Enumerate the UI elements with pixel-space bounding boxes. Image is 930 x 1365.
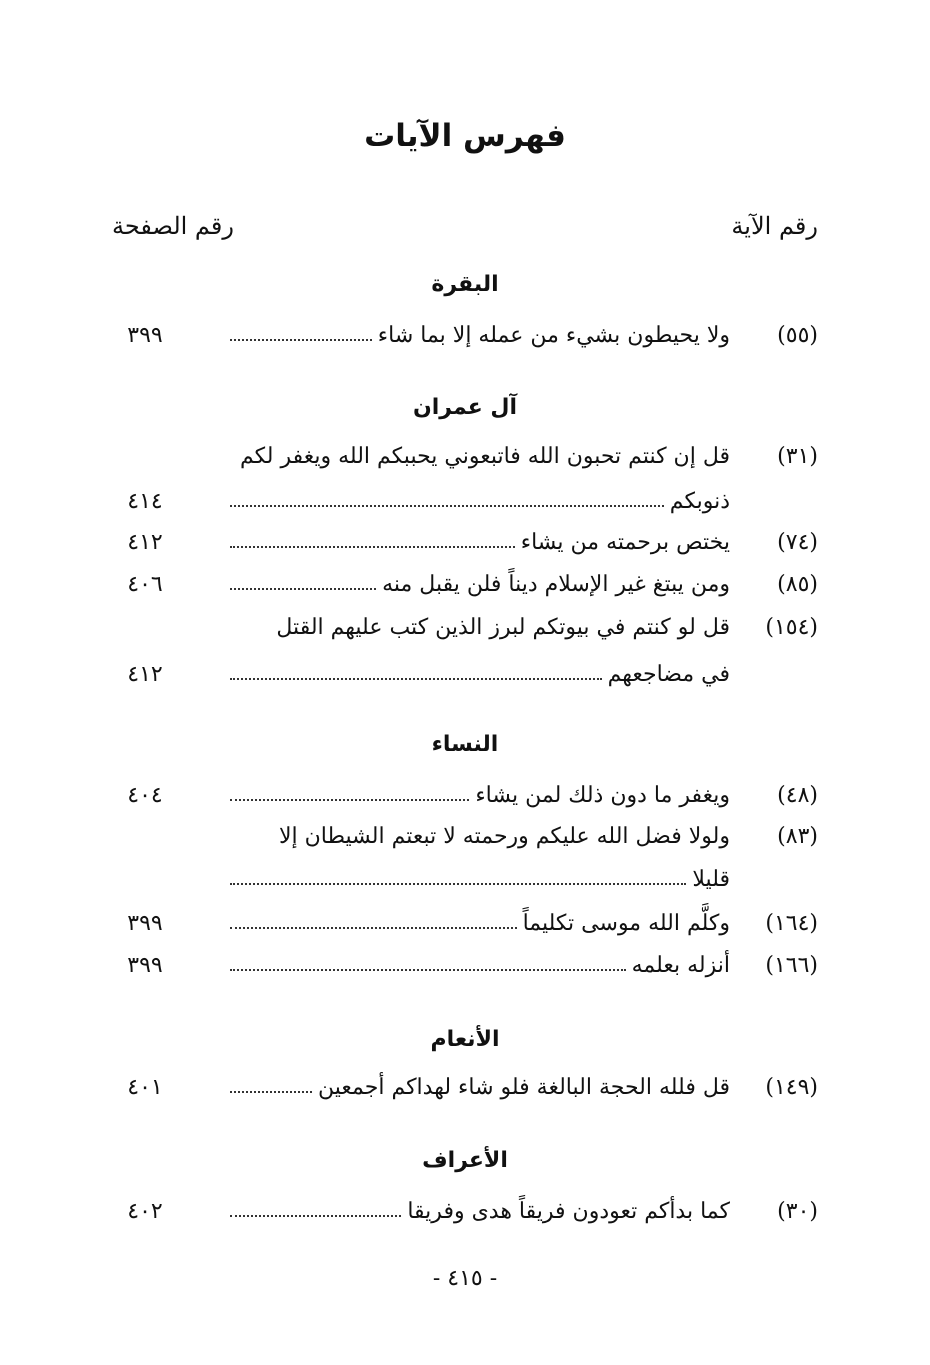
page-number: ٤٠٦ <box>127 572 163 597</box>
verse-number: (١٤٩) <box>765 1075 818 1100</box>
verse-number: (٣١) <box>777 444 818 469</box>
verse-text: وكلَّم الله موسى تكليماً <box>230 911 730 936</box>
verse-text: يختص برحمته من يشاء <box>230 530 730 555</box>
index-entry <box>0 572 930 612</box>
dot-leader <box>230 546 515 548</box>
surah-heading: البقرة <box>431 272 499 297</box>
dot-leader <box>230 969 626 971</box>
dot-leader <box>230 883 686 885</box>
dot-leader <box>230 927 517 929</box>
verse-text: ولا يحيطون بشيء من عمله إلا بما شاء <box>230 323 730 348</box>
verse-number: (١٦٤) <box>765 911 818 936</box>
verse-number: (١٥٤) <box>765 615 818 640</box>
verse-text: في مضاجعهم <box>230 662 730 687</box>
verse-number: (٥٥) <box>777 323 818 348</box>
page-number: ٤١٤ <box>127 489 163 514</box>
index-entry-continuation <box>0 489 930 529</box>
surah-heading: آل عمران <box>412 395 518 420</box>
page-number: ٤٠٤ <box>127 783 163 808</box>
index-entry-continuation <box>0 662 930 702</box>
index-entry <box>0 953 930 993</box>
page-number: ٤١٢ <box>127 662 163 687</box>
surah-heading: الأنعام <box>430 1027 500 1052</box>
verse-number: (٨٥) <box>777 572 818 597</box>
dot-leader <box>230 799 469 801</box>
index-entry <box>0 323 930 363</box>
verse-number: (٧٤) <box>777 530 818 555</box>
verse-text: قل لو كنتم في بيوتكم لبرز الذين كتب عليهم القتل <box>276 615 730 640</box>
dot-leader <box>230 505 664 507</box>
column-header-page-number: رقم الصفحة <box>112 212 234 240</box>
verse-text: كما بدأكم تعودون فريقاً هدى وفريقا <box>230 1199 730 1224</box>
page-number: ٤٠١ <box>127 1075 163 1100</box>
page-title: فهرس الآيات <box>364 118 566 154</box>
verse-text: ومن يبتغ غير الإسلام ديناً فلن يقبل منه <box>230 572 730 597</box>
page-number: ٤٠٢ <box>127 1199 163 1224</box>
index-entry <box>0 824 930 864</box>
dot-leader <box>230 588 376 590</box>
verse-text: ولولا فضل الله عليكم ورحمته لا تبعتم الشيطان إلا <box>278 824 730 849</box>
verse-text: قل فلله الحجة البالغة فلو شاء لهداكم أجمعين <box>230 1075 730 1100</box>
page-number: ٤١٢ <box>127 530 163 555</box>
page-number: ٣٩٩ <box>127 911 163 936</box>
verse-text: قل إن كنتم تحبون الله فاتبعوني يحببكم الله ويغفر لكم <box>240 444 730 469</box>
index-entry <box>0 444 930 484</box>
verse-number: (٣٠) <box>777 1199 818 1224</box>
verse-text: قليلا <box>230 867 730 892</box>
column-header-verse-number: رقم الآية <box>731 212 818 240</box>
dot-leader <box>230 678 602 680</box>
surah-heading: النساء <box>431 732 499 757</box>
index-entry <box>0 783 930 823</box>
index-entry <box>0 530 930 570</box>
index-entry <box>0 1199 930 1239</box>
page-footer-number: - ٤١٥ - <box>432 1266 498 1291</box>
dot-leader <box>230 1091 312 1093</box>
surah-heading: الأعراف <box>422 1148 508 1173</box>
dot-leader <box>230 1215 401 1217</box>
verse-number: (١٦٦) <box>765 953 818 978</box>
index-entry <box>0 1075 930 1115</box>
page-number: ٣٩٩ <box>127 323 163 348</box>
verse-number: (٨٣) <box>777 824 818 849</box>
index-entry <box>0 911 930 951</box>
index-entry-continuation <box>0 867 930 907</box>
index-entry <box>0 615 930 655</box>
verse-text: ويغفر ما دون ذلك لمن يشاء <box>230 783 730 808</box>
page-number: ٣٩٩ <box>127 953 163 978</box>
verse-text: ذنوبكم <box>230 489 730 514</box>
verse-number: (٤٨) <box>777 783 818 808</box>
verse-text: أنزله بعلمه <box>230 953 730 978</box>
dot-leader <box>230 339 372 341</box>
